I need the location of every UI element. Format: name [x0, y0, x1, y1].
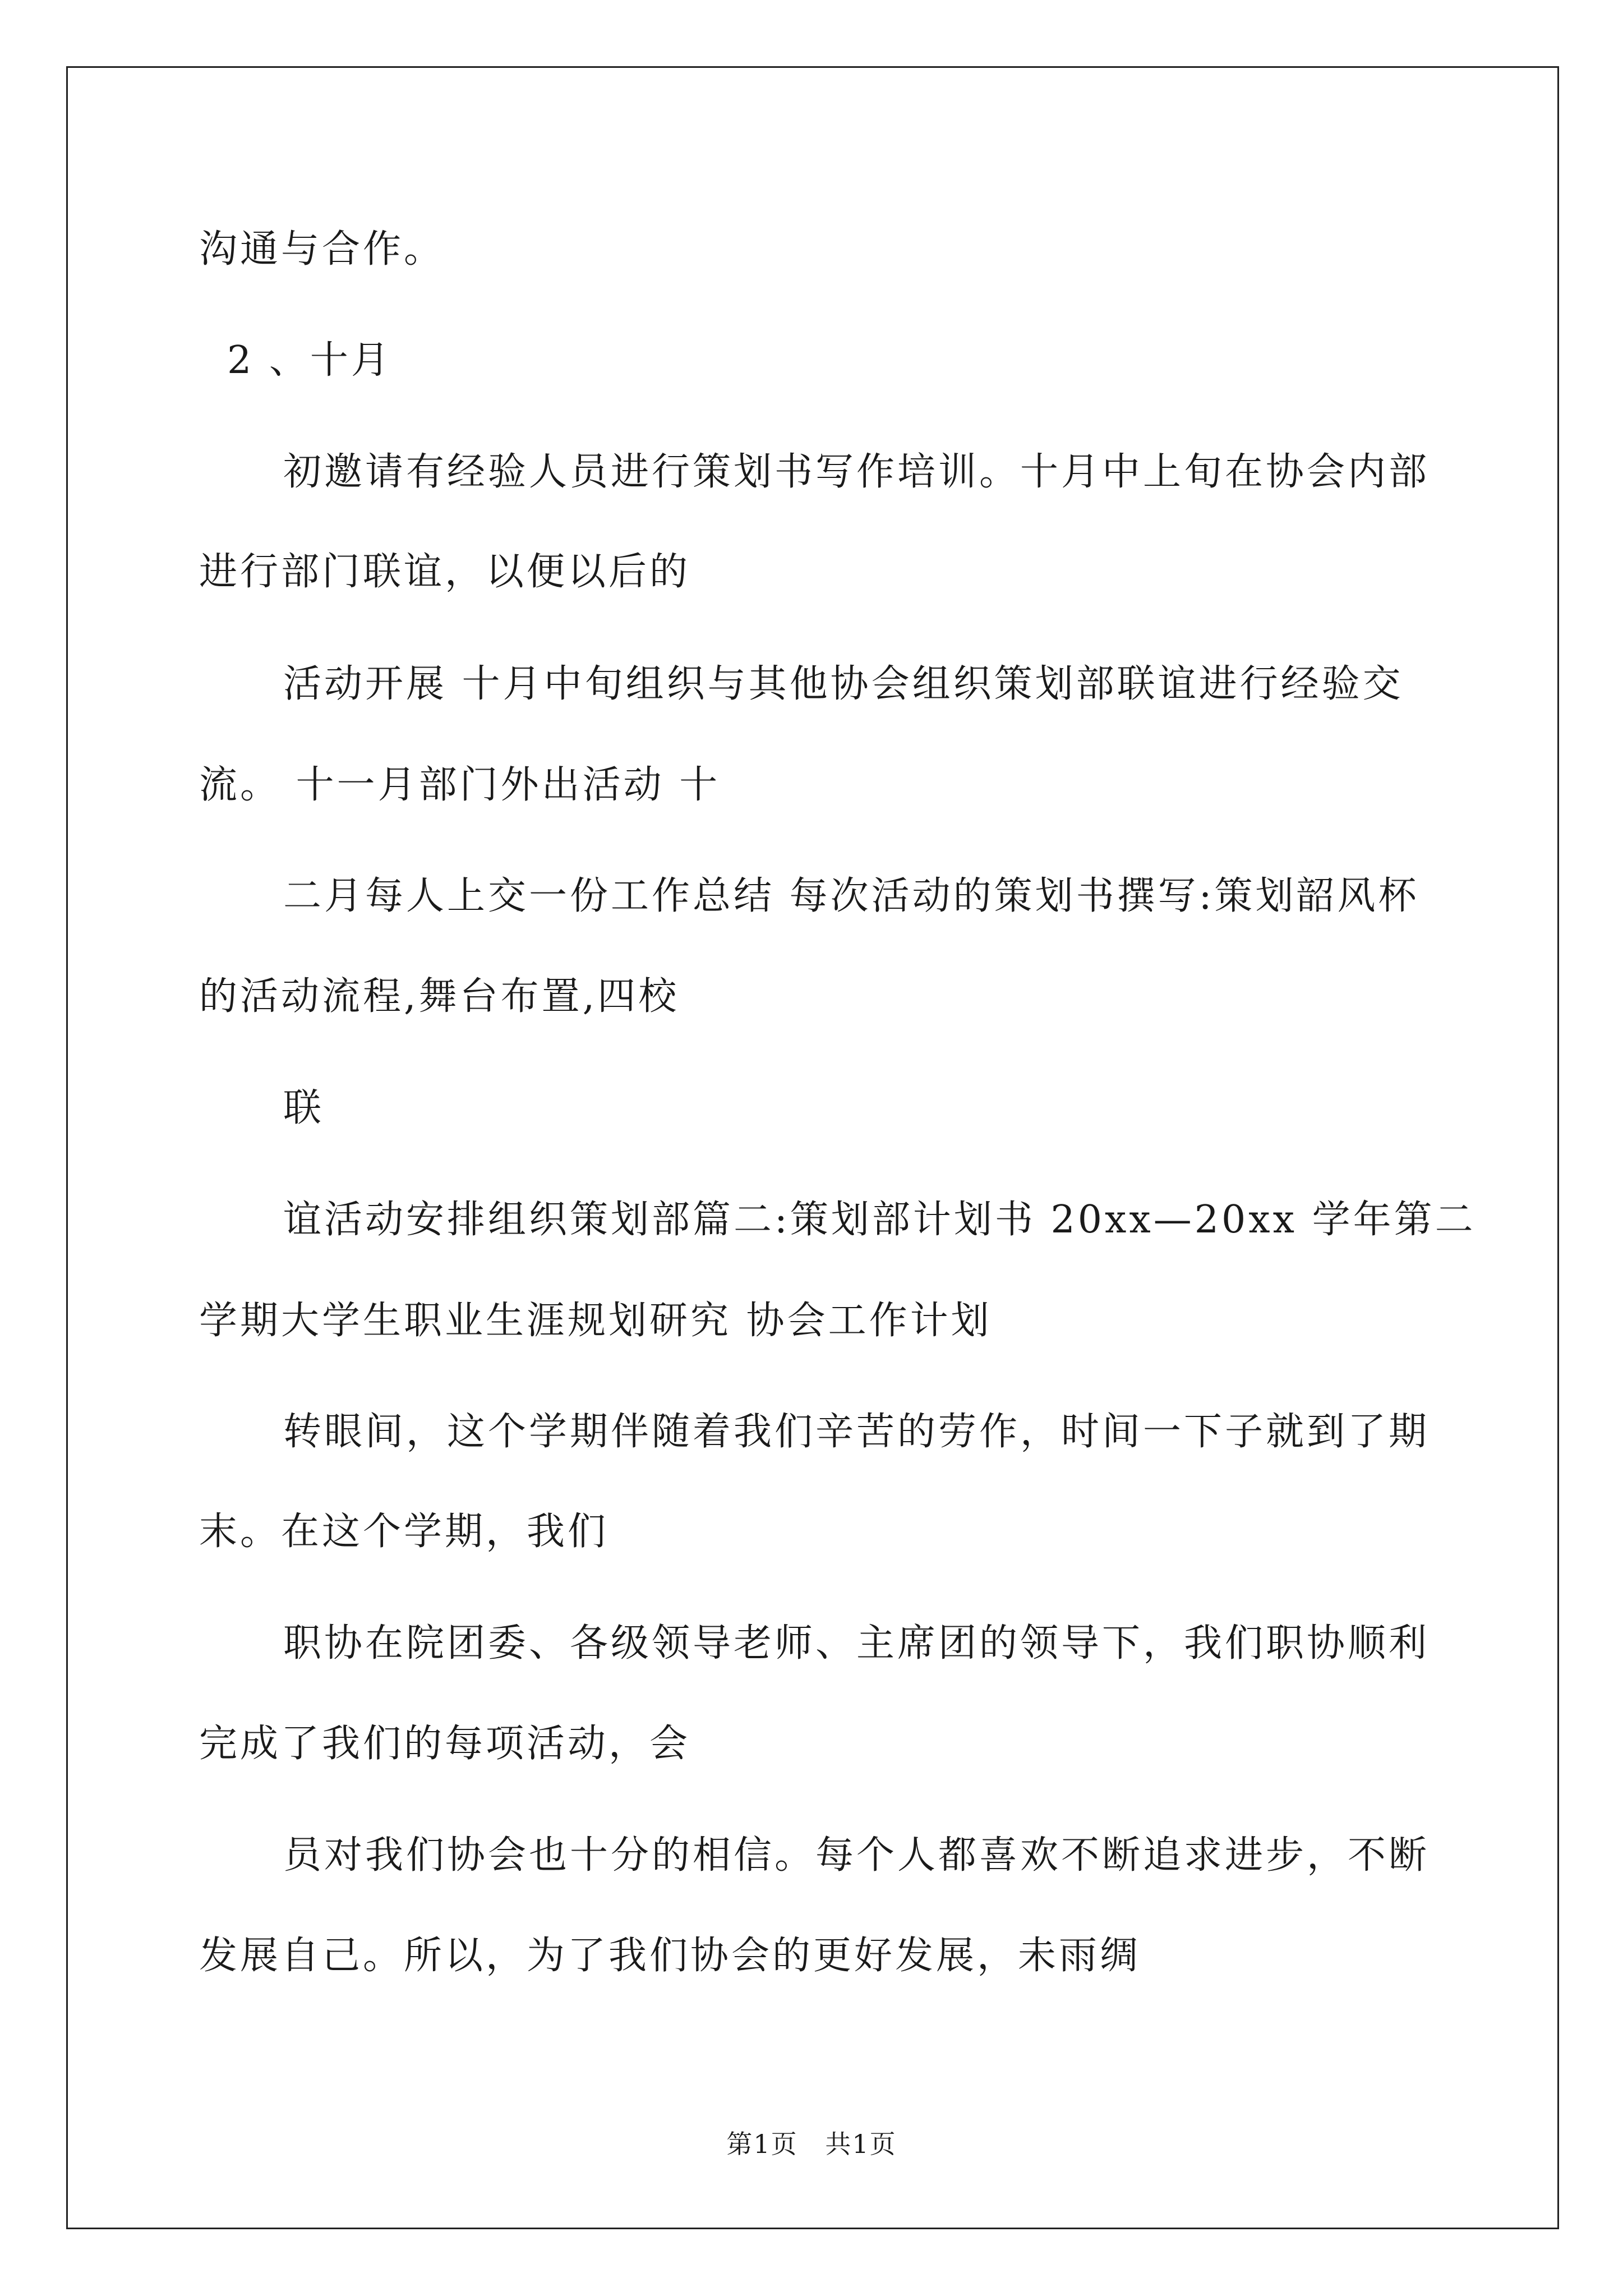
text-line: 末。在这个学期，我们: [199, 1510, 609, 1554]
text-line: 员对我们协会也十分的相信。每个人都喜欢不断追求进步，不断: [283, 1833, 1430, 1878]
page-number-current: 第1页: [726, 2129, 798, 2159]
text-line: 进行部门联谊，以便以后的: [199, 550, 691, 594]
text-line: 活动开展 十月中旬组织与其他协会组织策划部联谊进行经验交: [283, 662, 1404, 706]
text-line: 转眼间，这个学期伴随着我们辛苦的劳作，时间一下子就到了期: [283, 1410, 1430, 1454]
text-line: 发展自己。所以，为了我们协会的更好发展，未雨绸: [199, 1934, 1141, 1978]
text-line: 沟通与合作。: [199, 227, 445, 272]
page-number-total: 共1页: [825, 2129, 897, 2159]
page-border: [66, 66, 1559, 2229]
page-footer: [0, 2128, 1623, 2160]
text-line: 联: [283, 1086, 325, 1130]
text-line: 的活动流程,舞台布置,四校: [199, 974, 680, 1019]
text-line: 二月每人上交一份工作总结 每次活动的策划书撰写:策划韶风杯: [283, 874, 1419, 918]
section-heading: 2 、十月: [227, 338, 392, 383]
text-line: 完成了我们的每项活动，会: [199, 1722, 691, 1766]
text-line: 流。 十一月部门外出活动 十: [199, 763, 721, 807]
text-line: 职协在院团委、各级领导老师、主席团的领导下，我们职协顺利: [283, 1621, 1430, 1665]
text-line: 初邀请有经验人员进行策划书写作培训。十月中上旬在协会内部: [283, 450, 1430, 494]
text-line: 学期大学生职业生涯规划研究 协会工作计划: [199, 1299, 992, 1343]
text-line: 谊活动安排组织策划部篇二:策划部计划书 20xx—20xx 学年第二: [283, 1198, 1476, 1242]
